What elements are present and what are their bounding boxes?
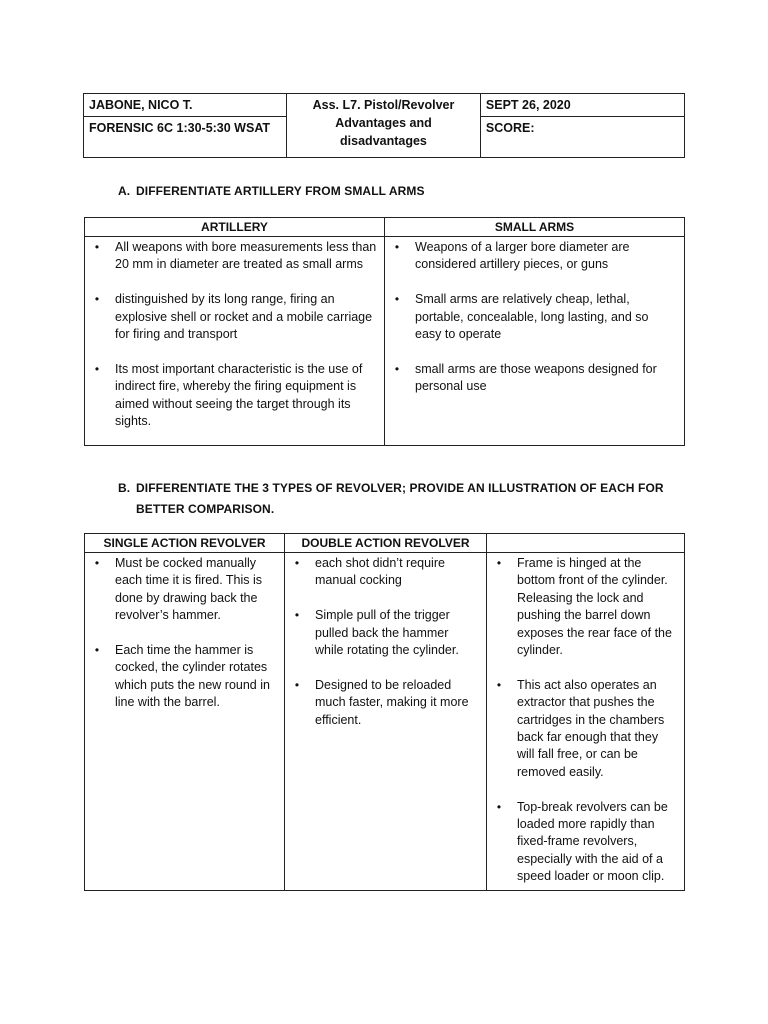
section-b-title: DIFFERENTIATE THE 3 TYPES OF REVOLVER; PROVIDE AN ILLUSTRATION OF EACH FOR BETTER COMPARISON. — [136, 481, 664, 516]
header-table — [83, 93, 685, 158]
list-item: • Each time the hammer is cocked, the cylinder rotates which puts the new round in line with the barrel. — [85, 642, 278, 712]
section-a-heading — [118, 181, 678, 202]
revolver-table — [84, 533, 685, 891]
list-item: • Its most important characteristic is the use of indirect fire, whereby the firing equipment is aimed without seeing the target through its sights. — [85, 361, 378, 431]
section-a-letter: A. — [118, 184, 131, 198]
section-b-heading — [118, 478, 683, 520]
single-action-list — [85, 555, 278, 712]
class-info: FORENSIC 6C 1:30-5:30 WSAT — [84, 117, 287, 158]
column-header-single-action: SINGLE ACTION REVOLVER — [85, 534, 285, 553]
bullet-icon: • — [94, 556, 100, 570]
list-item: • Designed to be reloaded much faster, making it more efficient. — [285, 677, 480, 729]
bullet-icon: • — [94, 361, 100, 376]
double-action-list — [285, 555, 480, 729]
list-item: • each shot didn’t require manual cocking — [285, 555, 480, 590]
assignment-title: Ass. L7. Pistol/Revolver Advantages and disadvantages — [287, 94, 481, 158]
list-item: • This act also operates an extractor that pushes the cartridges in the chambers back far enough that they will fall free, or can be removed easily. — [487, 677, 678, 781]
student-name: JABONE, NICO T. — [84, 94, 287, 117]
score-label: SCORE: — [480, 117, 684, 158]
section-b-letter: B. — [118, 481, 131, 495]
bullet-icon: • — [94, 240, 100, 254]
list-item: • small arms are those weapons designed for personal use — [385, 361, 678, 396]
bullet-icon: • — [394, 292, 400, 307]
column-header-third — [487, 534, 685, 553]
date: SEPT 26, 2020 — [480, 94, 684, 117]
bullet-icon: • — [496, 677, 502, 692]
column-header-double-action: DOUBLE ACTION REVOLVER — [285, 534, 487, 553]
top-break-list — [487, 555, 678, 886]
bullet-icon: • — [94, 643, 100, 658]
list-item: • Small arms are relatively cheap, lethal, portable, concealable, long lasting, and so easy to operate — [385, 291, 678, 343]
bullet-icon: • — [394, 240, 400, 254]
column-header-artillery: ARTILLERY — [85, 218, 385, 237]
list-item: • Top-break revolvers can be loaded more rapidly than fixed-frame revolvers, especially with the aid of a speed loader or moon clip. — [487, 799, 678, 886]
artillery-table — [84, 217, 685, 446]
list-item: • distinguished by its long range, firing an explosive shell or rocket and a mobile carriage for firing and transport — [85, 291, 378, 343]
list-item: • Simple pull of the trigger pulled back the hammer while rotating the cylinder. — [285, 607, 480, 659]
list-item: • Frame is hinged at the bottom front of the cylinder. Releasing the lock and pushing the barrel down exposes the rear face of the cylinder. — [487, 555, 678, 659]
bullet-icon: • — [294, 677, 300, 692]
small-arms-list — [385, 239, 678, 396]
bullet-icon: • — [94, 292, 100, 307]
bullet-icon: • — [294, 556, 300, 570]
column-header-small-arms: SMALL ARMS — [385, 218, 685, 237]
bullet-icon: • — [496, 799, 502, 814]
bullet-icon: • — [394, 361, 400, 376]
list-item: • Weapons of a larger bore diameter are considered artillery pieces, or guns — [385, 239, 678, 274]
list-item: • All weapons with bore measurements less than 20 mm in diameter are treated as small arms — [85, 239, 378, 274]
bullet-icon: • — [294, 608, 300, 623]
bullet-icon: • — [496, 556, 502, 570]
artillery-list — [85, 239, 378, 430]
list-item: • Must be cocked manually each time it is fired. This is done by drawing back the revolver’s hammer. — [85, 555, 278, 625]
section-a-title: DIFFERENTIATE ARTILLERY FROM SMALL ARMS — [136, 184, 425, 198]
